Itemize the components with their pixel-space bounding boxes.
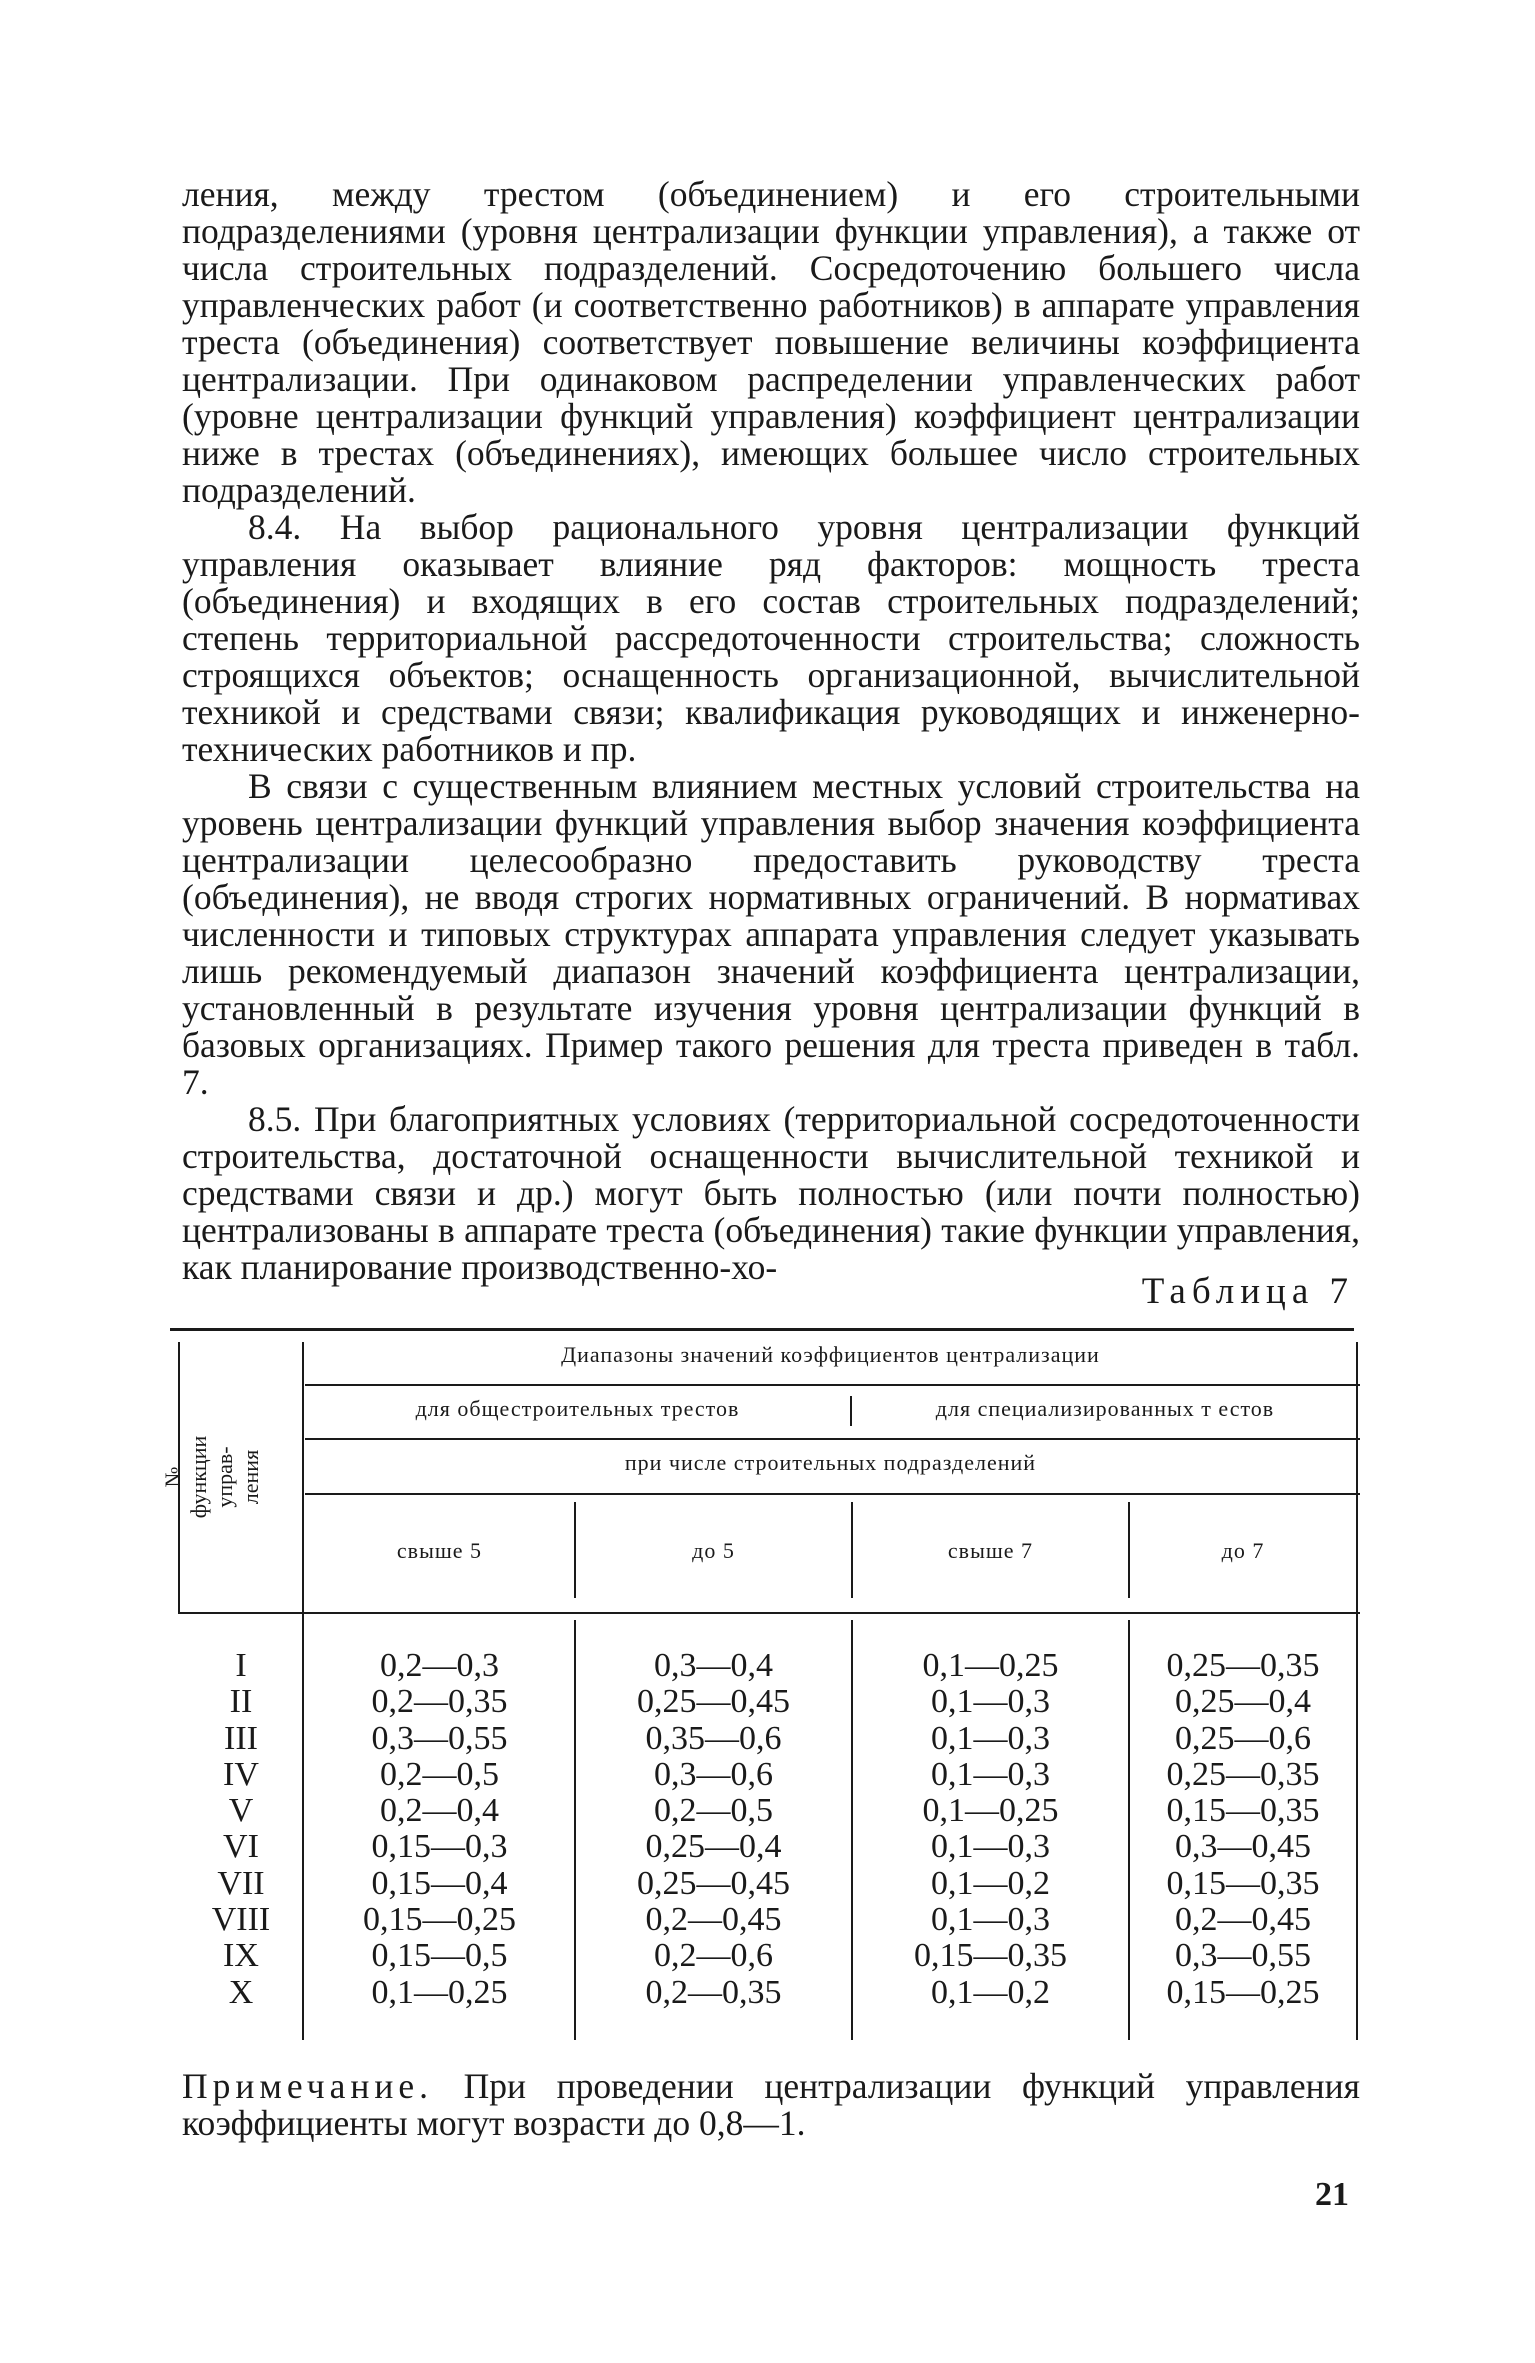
- table-cell: 0,1—0,3: [931, 1719, 1050, 1757]
- table-cell: IV: [223, 1755, 259, 1793]
- table-cell: 0,35—0,6: [645, 1719, 782, 1757]
- note: [182, 2068, 1360, 2142]
- note-label: Примечание.: [182, 2066, 433, 2106]
- table-cell: 0,25—0,4: [1175, 1683, 1311, 1721]
- table-cell: 0,1—0,2: [931, 1864, 1050, 1902]
- table-cell: 0,15—0,4: [371, 1864, 508, 1902]
- table-cell: 0,3—0,55: [371, 1719, 508, 1757]
- table-cell: X: [228, 1973, 254, 2011]
- col-header-2: до 5: [692, 1538, 735, 1563]
- data-table: [160, 1328, 1360, 2040]
- table-cell: 0,15—0,5: [371, 1937, 508, 1975]
- table-cell: 0,2—0,45: [645, 1901, 782, 1939]
- table-cell: 0,1—0,2: [931, 1973, 1050, 2011]
- col-header-1: свыше 5: [396, 1538, 483, 1563]
- table-cell: 0,2—0,6: [654, 1937, 773, 1975]
- table-cell: III: [224, 1719, 258, 1757]
- table-cell: V: [228, 1792, 254, 1830]
- table-cell: 0,3—0,6: [654, 1755, 773, 1793]
- table-cell: 0,15—0,35: [1166, 1864, 1320, 1902]
- sub-header: при числе строительных подразделений: [624, 1450, 1037, 1475]
- table-cell: 0,1—0,3: [931, 1828, 1050, 1866]
- paragraph-3: В связи с существенным влиянием местных условий строительства на уровень централизации функций управления выбор значения коэффициента централизации целесообразно предоставить руководству треста (объединения), не вводя строгих нормативных ограничений. В нормативах численности и типовых структурах аппарата управления следует указывать лишь рекомендуемый диапазон значений коэффициента централизации, установленный в результате изучения уровня централизации функций в базовых организациях. Пример такого решения для треста приведен в табл. 7.: [182, 766, 1360, 1102]
- main-header: Диапазоны значений коэффициентов централизации: [561, 1342, 1100, 1367]
- table-cell: 0,25—0,45: [637, 1864, 790, 1902]
- group-header-special: для специализированных т естов: [935, 1396, 1275, 1421]
- table-cell: 0,15—0,3: [371, 1828, 508, 1866]
- column-function-number: [180, 1648, 302, 2011]
- table-cell: VIII: [211, 1901, 271, 1939]
- table-cell: 0,1—0,25: [371, 1973, 508, 2011]
- table-cell: 0,25—0,35: [1166, 1755, 1320, 1793]
- table-cell: 0,3—0,4: [654, 1647, 773, 1684]
- table-cell: 0,1—0,3: [931, 1755, 1050, 1793]
- col-header-3: свыше 7: [947, 1538, 1034, 1563]
- paragraph-1: ления, между трестом (объединением) и его строительными подразделениями (уровня централизации функции управления), а также от числа строительных подразделений. Сосредоточению большего числа управленческих работ (и соответственно работников) в аппарате управления треста (объединения) соответствует повышение величины коэффициента централизации. При одинаковом распределении управленческих работ (уровне централизации функций управления) коэффициент централизации ниже в трестах (объединениях), имеющих большее число строительных подразделений.: [182, 174, 1360, 510]
- table-cell: 0,25—0,35: [1166, 1647, 1320, 1684]
- table-cell: 0,3—0,45: [1175, 1828, 1311, 1866]
- table-cell: 0,15—0,35: [1166, 1792, 1320, 1830]
- col-header-4: до 7: [1221, 1538, 1265, 1563]
- table-cell: VII: [217, 1864, 265, 1902]
- table-cell: 0,15—0,25: [1166, 1973, 1320, 2011]
- table-cell: 0,1—0,25: [922, 1792, 1059, 1830]
- table-cell: I: [235, 1647, 247, 1684]
- table-cell: 0,2—0,3: [380, 1647, 499, 1684]
- table-cell: 0,2—0,35: [371, 1683, 508, 1721]
- table-cell: VI: [223, 1828, 259, 1866]
- group-header-general: для общестроительных трестов: [415, 1396, 740, 1421]
- table-caption: Таблица 7: [1141, 1271, 1354, 1312]
- table-cell: IX: [223, 1937, 259, 1975]
- table-cell: 0,2—0,5: [380, 1755, 499, 1793]
- table-cell: 0,15—0,35: [914, 1937, 1067, 1975]
- table-cell: 0,1—0,3: [931, 1901, 1050, 1939]
- paragraph-4: 8.5. При благоприятных условиях (территориальной сосредоточенности строительства, достаточной оснащенности вычислительной техникой и средствами связи и др.) могут быть полностью (или почти полностью) централизованы в аппарате треста (объединения) такие функции управления, как планирование производственно-хо-: [182, 1099, 1360, 1287]
- table-cell: 0,2—0,5: [654, 1792, 773, 1830]
- page-number: 21: [1315, 2176, 1349, 2213]
- column-general-up-to-5: [576, 1648, 851, 2011]
- table-cell: 0,3—0,55: [1175, 1937, 1311, 1975]
- column-general-over-5: [305, 1648, 574, 2011]
- table-cell: 0,25—0,4: [645, 1828, 782, 1866]
- table-cell: 0,2—0,4: [380, 1792, 499, 1830]
- table-cell: 0,2—0,35: [645, 1973, 782, 2011]
- table-cell: 0,1—0,25: [922, 1647, 1059, 1684]
- note-text: При проведении централизации функций управления коэффициенты могут возрасти до 0,8—1.: [182, 2066, 1360, 2143]
- table-cell: II: [229, 1683, 253, 1721]
- function-number-header: № функции управ- ления: [160, 1435, 263, 1519]
- body-text: [182, 176, 1360, 1286]
- paragraph-2: 8.4. На выбор рационального уровня централизации функций управления оказывает влияние ряд факторов: мощность треста (объединения) и входящих в его состав строительных подразделений; степень территориальной рассредоточенности строительства; сложность строящихся объектов; оснащенность организационной, вычислительной техникой и средствами связи; квалификация руководящих и инженерно-технических работников и пр.: [182, 507, 1360, 769]
- table-cell: 0,25—0,45: [637, 1683, 790, 1721]
- column-special-up-to-7: [1130, 1648, 1356, 2011]
- table-cell: 0,25—0,6: [1175, 1719, 1311, 1757]
- table-cell: 0,2—0,45: [1175, 1901, 1311, 1939]
- table-cell: 0,15—0,25: [363, 1901, 516, 1939]
- table-cell: 0,1—0,3: [931, 1683, 1050, 1721]
- column-special-over-7: [853, 1648, 1128, 2011]
